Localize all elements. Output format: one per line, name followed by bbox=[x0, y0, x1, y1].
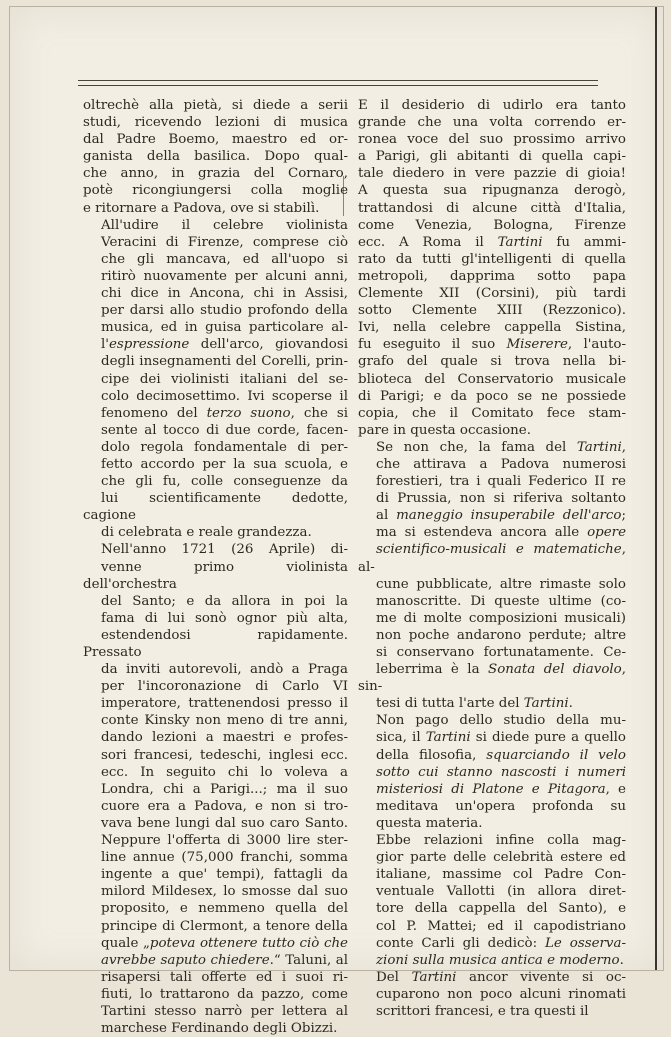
text-line: cipe dei violinisti italiani del se- bbox=[101, 371, 348, 387]
text-line: a Parigi, gli abitanti di quella capi- bbox=[358, 149, 626, 165]
text-line: col P. Mattei; ed il capodistriano bbox=[376, 918, 626, 934]
text-line: e ritornare a Padova, ove si stabilì. bbox=[83, 200, 320, 216]
paragraph bbox=[83, 541, 348, 1037]
text-line: cuore era a Padova, e non si tro- bbox=[101, 798, 348, 814]
text-line: marchese Ferdinando degli Obizzi. bbox=[101, 1021, 338, 1037]
text-line: ma si estendeva ancora alle opere bbox=[376, 525, 626, 541]
text-line: cune pubblicate, altre rimaste solo bbox=[376, 576, 626, 592]
text-line: Nell'anno 1721 (26 Aprile) di- bbox=[101, 542, 348, 558]
text-line: me di molte composizioni musicali) bbox=[376, 610, 626, 626]
text-line: Ebbe relazioni infine colla mag- bbox=[376, 833, 626, 849]
text-line: che gli mancava, ed all'uopo si bbox=[101, 251, 348, 267]
text-line: che attirava a Padova numerosi bbox=[376, 456, 626, 472]
text-line: come Venezia, Bologna, Firenze bbox=[358, 217, 626, 233]
text-line: Del Tartini ancor vivente si oc- bbox=[376, 969, 627, 985]
text-line: dando lezioni a maestri e profes- bbox=[101, 730, 348, 746]
text-line: che gli fu, colle conseguenze da bbox=[101, 474, 348, 490]
text-line: vava bene lungi dal suo caro Santo. bbox=[101, 815, 348, 831]
header-rule-top bbox=[78, 80, 598, 81]
text-column-right bbox=[358, 97, 626, 1020]
text-line: meditava un'opera profonda su bbox=[376, 798, 626, 814]
text-line: per darsi allo studio profondo della bbox=[101, 303, 348, 319]
text-line: ronea voce del suo prossimo arrivo bbox=[358, 132, 626, 148]
text-line: Non pago dello studio della mu- bbox=[376, 713, 626, 729]
text-line: tesi di tutta l'arte del Tartini. bbox=[376, 696, 573, 712]
paragraph bbox=[358, 712, 626, 832]
text-line: Veracini di Firenze, comprese ciò bbox=[101, 234, 348, 250]
text-line: sica, il Tartini si diede pure a quello bbox=[376, 730, 626, 746]
text-line: non poche andarono perdute; altre bbox=[376, 627, 626, 643]
text-line: principe di Clermont, a tenore della bbox=[101, 918, 348, 934]
text-line: forestieri, tra i quali Federico II re bbox=[376, 474, 626, 490]
text-line: sori francesi, tedeschi, inglesi ecc. bbox=[101, 747, 348, 763]
text-line: grafo del quale si trova nella bi- bbox=[358, 354, 626, 370]
text-line: trattandosi di alcune città d'Italia, bbox=[358, 200, 626, 216]
text-line: dal Padre Boemo, maestro ed or- bbox=[83, 132, 348, 148]
text-line: da inviti autorevoli, andò a Praga bbox=[101, 662, 348, 678]
text-line: fenomeno del terzo suono, che si bbox=[101, 405, 348, 421]
paragraph bbox=[358, 832, 626, 969]
text-line: l'espressione dell'arco, giovandosi bbox=[101, 337, 348, 353]
paragraph bbox=[358, 97, 626, 439]
text-line: ritirò nuovamente per alcuni anni, bbox=[101, 268, 348, 284]
text-line: Tartini stesso narrò per lettera al bbox=[101, 1003, 348, 1019]
text-line: metropoli, dapprima sotto papa bbox=[358, 268, 626, 284]
text-line: cuparono non poco alcuni rinomati bbox=[376, 986, 626, 1002]
paragraph bbox=[358, 439, 626, 713]
text-line: milord Mildesex, lo smosse dal suo bbox=[101, 884, 348, 900]
text-line: Se non che, la fama del Tartini, bbox=[376, 439, 626, 455]
text-line: al maneggio insuperabile dell'arco; bbox=[376, 508, 626, 524]
text-line: sotto cui stanno nascosti i numeri bbox=[376, 764, 626, 780]
text-line: conte Carli gli dedicò: Le osserva- bbox=[376, 935, 626, 951]
text-line: ganista della basilica. Dopo qual- bbox=[83, 149, 348, 165]
text-line: ingente a que' tempi), fattagli da bbox=[101, 867, 348, 883]
text-line: di Prussia, non si riferiva soltanto bbox=[376, 491, 626, 507]
header-rule-bottom bbox=[78, 85, 598, 86]
page-edge-shadow bbox=[655, 7, 657, 970]
text-line: Neppure l'offerta di 3000 lire ster- bbox=[101, 833, 348, 849]
text-line: ecc. A Roma il Tartini fu ammi- bbox=[358, 234, 626, 250]
text-line: conte Kinsky non meno di tre anni, bbox=[101, 713, 348, 729]
text-line: scrittori francesi, e tra questi il bbox=[376, 1003, 589, 1019]
text-line: scientifico-musicali e matematiche, al- bbox=[358, 542, 626, 575]
text-line: estendendosi rapidamente. Pressato bbox=[83, 627, 348, 660]
text-line: oltrechè alla pietà, si diede a serii bbox=[83, 98, 348, 113]
text-line: dolo regola fondamentale di per- bbox=[101, 439, 348, 455]
text-line: fama di lui sonò ognor più alta, bbox=[101, 610, 348, 626]
text-line: tore della cappella del Santo), e bbox=[376, 901, 626, 917]
text-line: fiuti, lo trattarono da pazzo, come bbox=[101, 986, 348, 1002]
text-line: line annue (75,000 franchi, somma bbox=[101, 850, 348, 866]
text-line: sente al tocco di due corde, facen- bbox=[101, 422, 348, 438]
text-line: proposito, e nemmeno quella del bbox=[101, 901, 348, 917]
text-line: zioni sulla musica antica e moderno. bbox=[376, 952, 624, 968]
text-line: risapersi tali offerte ed i suoi ri- bbox=[101, 969, 348, 985]
text-line: lui scientificamente dedotte, cagione bbox=[83, 491, 348, 524]
text-line: musica, ed in guisa particolare al- bbox=[101, 320, 348, 336]
text-line: tale diedero in vere pazzie di gioia! bbox=[358, 166, 626, 182]
text-line: colo decimosettimo. Ivi scoperse il bbox=[101, 388, 348, 404]
text-line: blioteca del Conservatorio musicale bbox=[358, 371, 626, 387]
text-line: chi dice in Ancona, chi in Assisi, bbox=[101, 286, 348, 302]
text-line: di Parigi; e da poco se ne possiede bbox=[358, 388, 626, 404]
paragraph bbox=[83, 217, 348, 542]
text-line: ventuale Vallotti (in allora diret- bbox=[376, 884, 626, 900]
text-line: All'udire il celebre violinista bbox=[101, 217, 348, 233]
text-line: manoscritte. Di queste ultime (co- bbox=[376, 593, 626, 609]
text-line: della filosofia, squarciando il velo bbox=[376, 747, 626, 763]
text-line: imperatore, trattenendosi presso il bbox=[101, 696, 348, 712]
text-line: misteriosi di Platone e Pitagora, e bbox=[376, 781, 626, 797]
text-line: studi, ricevendo lezioni di musica bbox=[83, 115, 348, 131]
text-line: Clemente XII (Corsini), più tardi bbox=[358, 286, 626, 302]
text-line: pare in questa occasione. bbox=[358, 422, 531, 438]
text-line: avrebbe saputo chiedere.“ Taluni, al bbox=[101, 952, 348, 968]
text-line: del Santo; e da allora in poi la bbox=[101, 593, 348, 609]
text-line: A questa sua ripugnanza derogò, bbox=[358, 183, 626, 199]
text-line: sotto Clemente XIII (Rezzonico). bbox=[358, 303, 626, 319]
text-column-left bbox=[83, 97, 348, 1037]
text-line: fu eseguito il suo Miserere, l'auto- bbox=[358, 337, 626, 353]
text-line: degli insegnamenti del Corelli, prin- bbox=[101, 354, 348, 370]
text-line: rato da tutti gl'intelligenti di quella bbox=[358, 251, 626, 267]
text-line: Ivi, nella celebre cappella Sistina, bbox=[358, 320, 626, 336]
text-line: venne primo violinista dell'orchestra bbox=[83, 559, 348, 592]
text-line: per l'incoronazione di Carlo VI bbox=[101, 679, 348, 695]
text-line: italiane, massime col Padre Con- bbox=[376, 867, 626, 883]
text-line: leberrima è la Sonata del diavolo, sin- bbox=[358, 662, 626, 695]
paragraph bbox=[358, 969, 626, 1020]
text-line: fetto accordo per la sua scuola, e bbox=[101, 456, 348, 472]
text-line: questa materia. bbox=[376, 815, 483, 831]
text-line: Londra, chi a Parigi...; ma il suo bbox=[101, 781, 348, 797]
text-line: di celebrata e reale grandezza. bbox=[101, 525, 312, 541]
text-line: potè ricongiungersi colla moglie bbox=[83, 183, 348, 199]
text-line: E il desiderio di udirlo era tanto bbox=[358, 98, 626, 113]
text-line: gior parte delle celebrità estere ed bbox=[376, 850, 626, 866]
text-line: quale „poteva ottenere tutto ciò che bbox=[101, 935, 348, 951]
text-line: copia, che il Comitato fece stam- bbox=[358, 405, 626, 421]
text-line: che anno, in grazia del Cornaro, bbox=[83, 166, 348, 182]
text-line: grande che una volta correndo er- bbox=[358, 115, 626, 131]
paragraph bbox=[83, 97, 348, 217]
text-line: si conservano fortunatamente. Ce- bbox=[376, 645, 626, 660]
text-line: ecc. In seguito chi lo voleva a bbox=[101, 764, 348, 780]
